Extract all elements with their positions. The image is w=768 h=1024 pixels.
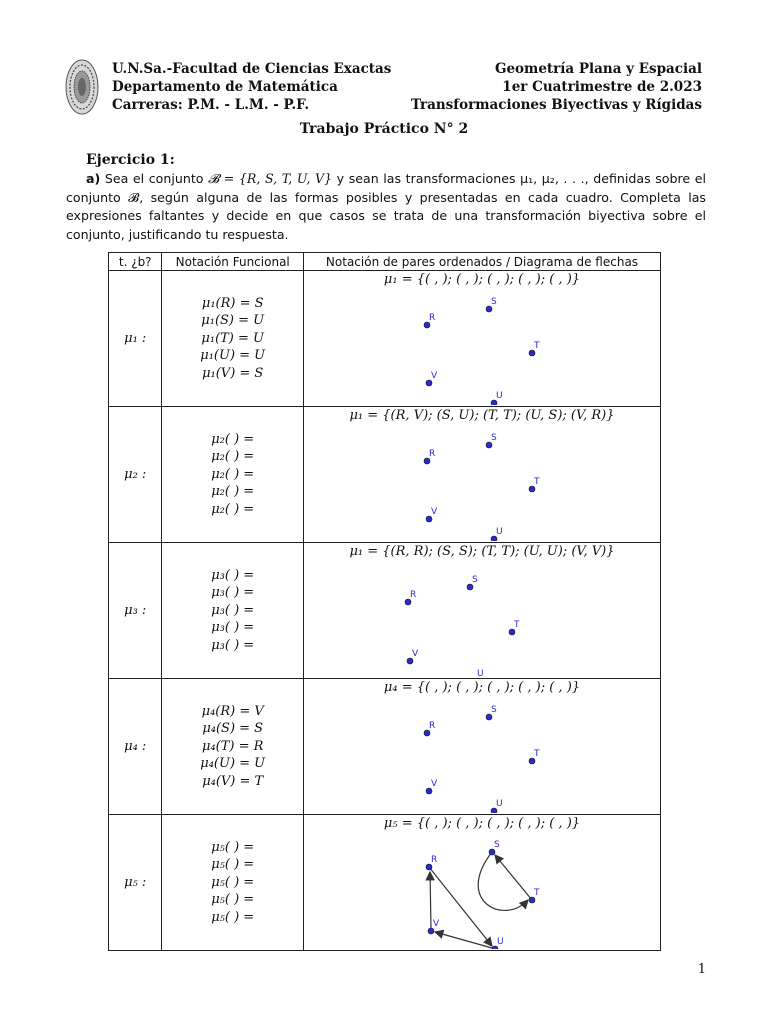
- page-number: 1: [697, 962, 706, 977]
- point-label: T: [533, 888, 540, 898]
- header-topic: Transformaciones Biyectivas y Rígidas: [410, 97, 702, 113]
- header-course: [411, 60, 702, 114]
- function-expression: μ₃( ) =: [211, 620, 255, 636]
- arrow-diagram: [304, 287, 660, 405]
- header-subject: Geometría Plana y Espacial: [494, 61, 702, 77]
- table-row: [109, 679, 661, 815]
- transformation-label: μ₂ :: [109, 407, 162, 543]
- mapping-arrow: [495, 855, 532, 900]
- exercise-title: Ejercicio 1:: [86, 152, 175, 168]
- pairs-diagram-cell: [303, 271, 660, 407]
- function-expression: μ₃( ) =: [211, 637, 255, 653]
- arrow-diagram: [304, 831, 660, 949]
- point-label: R: [409, 590, 417, 600]
- university-seal-logo: [64, 58, 100, 116]
- point-label: R: [428, 449, 436, 459]
- page-title: Trabajo Práctico N° 2: [299, 121, 469, 137]
- ordered-pairs-set: μ₅ = {( , ); ( , ); ( , ); ( , ); ( , )}: [383, 816, 581, 831]
- functional-notation-cell: [162, 271, 304, 407]
- point-label: V: [430, 507, 438, 517]
- function-expression: μ₂( ) =: [211, 466, 255, 482]
- point-label: S: [490, 297, 497, 307]
- function-expression: μ₄(V) = T: [202, 773, 264, 789]
- header-ordered-pairs: Notación de pares ordenados / Diagrama de flechas: [303, 253, 660, 271]
- table-row: [109, 543, 661, 679]
- function-expression: μ₄(R) = V: [201, 703, 264, 719]
- mapping-arrow: [429, 867, 492, 946]
- exercise-text-2: y sean las transformaciones μ₁, μ₂, . . ., definidas sobre el conjunto 𝓑, según alguna de las formas posibles y presentadas en cada cuadro. Completa las expresiones faltantes y decide en que casos se trata de una transformación biyectiva sobre el conjunto, justificando tu respuesta.: [66, 171, 706, 242]
- point-label: V: [411, 649, 419, 659]
- arrow-diagram: [304, 695, 660, 813]
- function-expression: μ₅( ) =: [211, 892, 255, 908]
- transformations-table: [108, 252, 661, 951]
- pairs-diagram-cell: [303, 543, 660, 679]
- pairs-diagram-cell: [303, 407, 660, 543]
- point-label: S: [493, 840, 500, 850]
- transformation-label: μ₄ :: [109, 679, 162, 815]
- functional-notation-cell: [162, 543, 304, 679]
- table-header-row: [109, 253, 661, 271]
- function-expression: μ₃( ) =: [211, 585, 255, 601]
- point-label: S: [490, 705, 497, 715]
- function-expression: μ₅( ) =: [211, 857, 255, 873]
- table-row: [109, 815, 661, 951]
- function-expression: μ₄(S) = S: [202, 721, 264, 737]
- function-expression: μ₂( ) =: [211, 449, 255, 465]
- header-institution: [112, 60, 391, 114]
- header-careers: Carreras: P.M. - L.M. - P.F.: [112, 97, 310, 113]
- functional-notation-cell: [162, 407, 304, 543]
- transformation-label: μ₁ :: [109, 271, 162, 407]
- pairs-diagram-cell: [303, 815, 660, 951]
- mapping-arrow: [430, 872, 431, 928]
- point-label: U: [495, 799, 503, 809]
- functional-notation-cell: [162, 679, 304, 815]
- function-expression: μ₄(U) = U: [200, 756, 266, 772]
- functional-notation-cell: [162, 815, 304, 951]
- header-department: Departamento de Matemática: [112, 79, 338, 95]
- function-expression: μ₅( ) =: [211, 874, 255, 890]
- point-label: T: [533, 749, 540, 759]
- function-expression: μ₁(U) = U: [200, 348, 266, 364]
- function-expression: μ₅( ) =: [211, 839, 255, 855]
- header-faculty: U.N.Sa.-Facultad de Ciencias Exactas: [112, 61, 392, 77]
- pairs-diagram-cell: [303, 679, 660, 815]
- arrow-diagram: [304, 559, 660, 677]
- point-label: V: [432, 919, 440, 929]
- point-label: R: [428, 721, 436, 731]
- point-label: R: [430, 855, 438, 865]
- function-expression: μ₂( ) =: [211, 501, 255, 517]
- transformation-label: μ₅ :: [109, 815, 162, 951]
- point-label: U: [495, 391, 503, 401]
- mapping-arrow: [478, 852, 528, 910]
- point-label: S: [490, 433, 497, 443]
- function-expression: μ₂( ) =: [211, 484, 255, 500]
- point-label: V: [430, 371, 438, 381]
- point-label: T: [533, 341, 540, 351]
- transformation-label: μ₃ :: [109, 543, 162, 679]
- point-label: U: [495, 527, 503, 537]
- exercise-text-1: Sea el conjunto: [104, 171, 209, 186]
- point-label: S: [471, 575, 478, 585]
- point-label: U: [476, 669, 484, 677]
- function-expression: μ₁(V) = S: [202, 365, 264, 381]
- exercise-set: 𝓑 = {R, S, T, U, V}: [208, 171, 333, 186]
- table-row: [109, 271, 661, 407]
- exercise-part-label: a): [86, 171, 101, 186]
- ordered-pairs-set: μ₄ = {( , ); ( , ); ( , ); ( , ); ( , )}: [383, 680, 581, 695]
- function-expression: μ₂( ) =: [211, 431, 255, 447]
- ordered-pairs-set: μ₁ = {(R, V); (S, U); (T, T); (U, S); (V, R)}: [349, 408, 615, 423]
- ordered-pairs-set: μ₁ = {(R, R); (S, S); (T, T); (U, U); (V, V)}: [349, 544, 615, 559]
- header-term: 1er Cuatrimestre de 2.023: [502, 79, 702, 95]
- function-expression: μ₁(T) = U: [201, 330, 264, 346]
- header-functional-notation: Notación Funcional: [162, 253, 304, 271]
- point-label: U: [496, 937, 504, 947]
- function-expression: μ₃( ) =: [211, 602, 255, 618]
- function-expression: μ₃( ) =: [211, 567, 255, 583]
- ordered-pairs-set: μ₁ = {( , ); ( , ); ( , ); ( , ); ( , )}: [383, 272, 581, 287]
- point-label: T: [533, 477, 540, 487]
- function-expression: μ₅( ) =: [211, 909, 255, 925]
- point-label: R: [428, 313, 436, 323]
- header-bijective: t. ¿b?: [109, 253, 162, 271]
- function-expression: μ₁(S) = U: [201, 313, 265, 329]
- exercise-statement: [66, 170, 706, 244]
- function-expression: μ₁(R) = S: [201, 295, 264, 311]
- function-expression: μ₄(T) = R: [202, 738, 264, 754]
- point-label: T: [513, 620, 520, 630]
- point-label: V: [430, 779, 438, 789]
- arrow-diagram: [304, 423, 660, 541]
- table-row: [109, 407, 661, 543]
